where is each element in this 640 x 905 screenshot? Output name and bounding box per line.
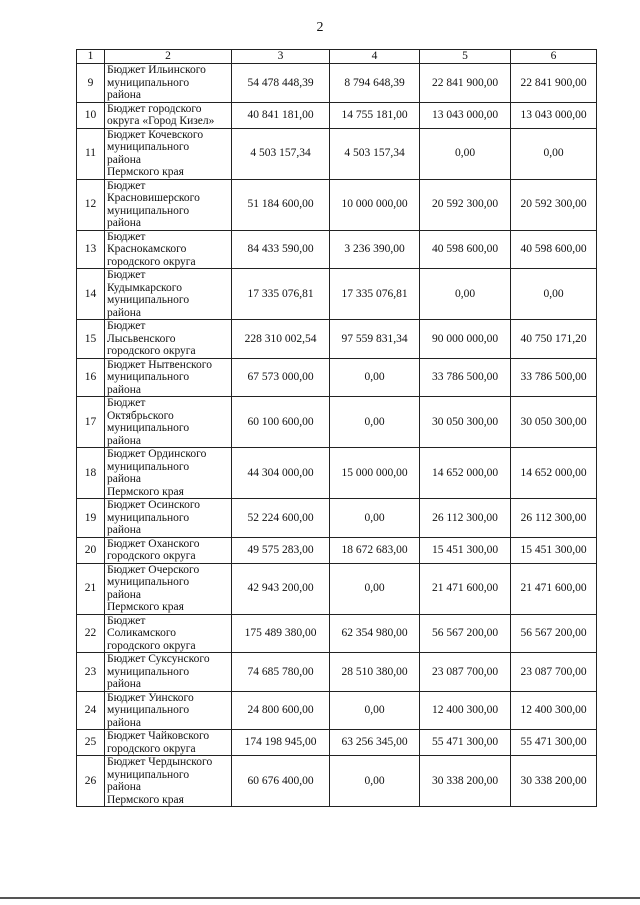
amount-col-4: 3 236 390,00: [330, 230, 420, 269]
amount-col-4: 0,00: [330, 358, 420, 397]
budget-name: Бюджет Соликамского городского округа: [105, 614, 232, 653]
amount-col-3: 67 573 000,00: [232, 358, 330, 397]
header-cell: 6: [511, 50, 597, 64]
amount-col-6: 21 471 600,00: [511, 563, 597, 614]
amount-col-4: 17 335 076,81: [330, 269, 420, 320]
budget-name: Бюджет городского округа «Город Кизел»: [105, 102, 232, 128]
amount-col-3: 42 943 200,00: [232, 563, 330, 614]
amount-col-4: 8 794 648,39: [330, 64, 420, 103]
amount-col-4: 28 510 380,00: [330, 653, 420, 692]
budget-name: Бюджет Октябрьского муниципального района: [105, 397, 232, 448]
amount-col-6: 13 043 000,00: [511, 102, 597, 128]
row-number: 25: [77, 730, 105, 756]
table-row: [77, 102, 597, 128]
amount-col-4: 15 000 000,00: [330, 448, 420, 499]
amount-col-6: 12 400 300,00: [511, 691, 597, 730]
amount-col-6: 23 087 700,00: [511, 653, 597, 692]
amount-col-4: 14 755 181,00: [330, 102, 420, 128]
row-number: 19: [77, 499, 105, 538]
amount-col-4: 63 256 345,00: [330, 730, 420, 756]
amount-col-4: 10 000 000,00: [330, 179, 420, 230]
table-row: [77, 499, 597, 538]
amount-col-4: 4 503 157,34: [330, 128, 420, 179]
amount-col-4: 0,00: [330, 756, 420, 807]
budget-name: Бюджет Суксунского муниципального района: [105, 653, 232, 692]
row-number: 15: [77, 320, 105, 359]
amount-col-3: 17 335 076,81: [232, 269, 330, 320]
amount-col-4: 0,00: [330, 691, 420, 730]
amount-col-5: 0,00: [420, 128, 511, 179]
amount-col-3: 40 841 181,00: [232, 102, 330, 128]
amount-col-5: 30 050 300,00: [420, 397, 511, 448]
amount-col-4: 97 559 831,34: [330, 320, 420, 359]
amount-col-6: 15 451 300,00: [511, 537, 597, 563]
header-cell: 2: [105, 50, 232, 64]
budget-name: Бюджет Краснокамского городского округа: [105, 230, 232, 269]
amount-col-6: 0,00: [511, 269, 597, 320]
row-number: 12: [77, 179, 105, 230]
amount-col-3: 54 478 448,39: [232, 64, 330, 103]
amount-col-4: 0,00: [330, 499, 420, 538]
header-cell: 4: [330, 50, 420, 64]
amount-col-6: 30 050 300,00: [511, 397, 597, 448]
budget-name: Бюджет Кудымкарского муниципального района: [105, 269, 232, 320]
amount-col-3: 74 685 780,00: [232, 653, 330, 692]
amount-col-6: 22 841 900,00: [511, 64, 597, 103]
table-body: [77, 50, 597, 807]
budget-name: Бюджет Оханского городского округа: [105, 537, 232, 563]
amount-col-4: 0,00: [330, 397, 420, 448]
table-row: [77, 179, 597, 230]
amount-col-5: 20 592 300,00: [420, 179, 511, 230]
row-number: 10: [77, 102, 105, 128]
row-number: 24: [77, 691, 105, 730]
row-number: 17: [77, 397, 105, 448]
amount-col-5: 12 400 300,00: [420, 691, 511, 730]
budget-name: Бюджет Нытвенского муниципального района: [105, 358, 232, 397]
amount-col-4: 18 672 683,00: [330, 537, 420, 563]
amount-col-5: 0,00: [420, 269, 511, 320]
amount-col-5: 90 000 000,00: [420, 320, 511, 359]
amount-col-6: 40 598 600,00: [511, 230, 597, 269]
budget-name: Бюджет Лысьвенского городского округа: [105, 320, 232, 359]
amount-col-5: 30 338 200,00: [420, 756, 511, 807]
amount-col-6: 26 112 300,00: [511, 499, 597, 538]
amount-col-5: 21 471 600,00: [420, 563, 511, 614]
table-row: [77, 320, 597, 359]
table-row: [77, 230, 597, 269]
amount-col-5: 33 786 500,00: [420, 358, 511, 397]
budget-name: Бюджет Осинского муниципального района: [105, 499, 232, 538]
row-number: 13: [77, 230, 105, 269]
amount-col-6: 56 567 200,00: [511, 614, 597, 653]
table-row: [77, 64, 597, 103]
amount-col-5: 14 652 000,00: [420, 448, 511, 499]
amount-col-3: 228 310 002,54: [232, 320, 330, 359]
budget-name: Бюджет Ординского муниципального района Пермского края: [105, 448, 232, 499]
amount-col-6: 14 652 000,00: [511, 448, 597, 499]
amount-col-5: 22 841 900,00: [420, 64, 511, 103]
table-row: [77, 128, 597, 179]
budget-name: Бюджет Чердынского муниципального района Пермского края: [105, 756, 232, 807]
amount-col-5: 55 471 300,00: [420, 730, 511, 756]
row-number: 9: [77, 64, 105, 103]
amount-col-6: 55 471 300,00: [511, 730, 597, 756]
header-cell: 1: [77, 50, 105, 64]
table-row: [77, 563, 597, 614]
amount-col-4: 0,00: [330, 563, 420, 614]
table-row: [77, 448, 597, 499]
amount-col-3: 51 184 600,00: [232, 179, 330, 230]
amount-col-5: 40 598 600,00: [420, 230, 511, 269]
table-row: [77, 756, 597, 807]
amount-col-3: 60 676 400,00: [232, 756, 330, 807]
budget-name: Бюджет Ильинского муниципального района: [105, 64, 232, 103]
header-cell: 5: [420, 50, 511, 64]
row-number: 22: [77, 614, 105, 653]
amount-col-3: 24 800 600,00: [232, 691, 330, 730]
amount-col-3: 4 503 157,34: [232, 128, 330, 179]
table-header-row: [77, 50, 597, 64]
budget-name: Бюджет Красновишерского муниципального района: [105, 179, 232, 230]
amount-col-3: 84 433 590,00: [232, 230, 330, 269]
table-row: [77, 691, 597, 730]
amount-col-5: 13 043 000,00: [420, 102, 511, 128]
amount-col-3: 174 198 945,00: [232, 730, 330, 756]
table-row: [77, 653, 597, 692]
row-number: 14: [77, 269, 105, 320]
amount-col-6: 30 338 200,00: [511, 756, 597, 807]
page-number: 2: [316, 20, 324, 35]
amount-col-5: 56 567 200,00: [420, 614, 511, 653]
budget-name: Бюджет Уинского муниципального района: [105, 691, 232, 730]
table-row: [77, 269, 597, 320]
amount-col-3: 52 224 600,00: [232, 499, 330, 538]
amount-col-4: 62 354 980,00: [330, 614, 420, 653]
amount-col-3: 60 100 600,00: [232, 397, 330, 448]
row-number: 16: [77, 358, 105, 397]
table-row: [77, 358, 597, 397]
budget-table: [76, 49, 597, 807]
scan-edge-line: [0, 897, 640, 899]
amount-col-6: 0,00: [511, 128, 597, 179]
table-row: [77, 730, 597, 756]
budget-name: Бюджет Очерского муниципального района Пермского края: [105, 563, 232, 614]
amount-col-5: 23 087 700,00: [420, 653, 511, 692]
table-row: [77, 537, 597, 563]
amount-col-6: 33 786 500,00: [511, 358, 597, 397]
amount-col-6: 20 592 300,00: [511, 179, 597, 230]
budget-name: Бюджет Чайковского городского округа: [105, 730, 232, 756]
row-number: 18: [77, 448, 105, 499]
amount-col-3: 49 575 283,00: [232, 537, 330, 563]
row-number: 20: [77, 537, 105, 563]
amount-col-3: 175 489 380,00: [232, 614, 330, 653]
row-number: 26: [77, 756, 105, 807]
table-row: [77, 614, 597, 653]
amount-col-3: 44 304 000,00: [232, 448, 330, 499]
amount-col-5: 15 451 300,00: [420, 537, 511, 563]
header-cell: 3: [232, 50, 330, 64]
table-row: [77, 397, 597, 448]
amount-col-5: 26 112 300,00: [420, 499, 511, 538]
row-number: 11: [77, 128, 105, 179]
row-number: 23: [77, 653, 105, 692]
row-number: 21: [77, 563, 105, 614]
budget-name: Бюджет Кочевского муниципального района Пермского края: [105, 128, 232, 179]
amount-col-6: 40 750 171,20: [511, 320, 597, 359]
